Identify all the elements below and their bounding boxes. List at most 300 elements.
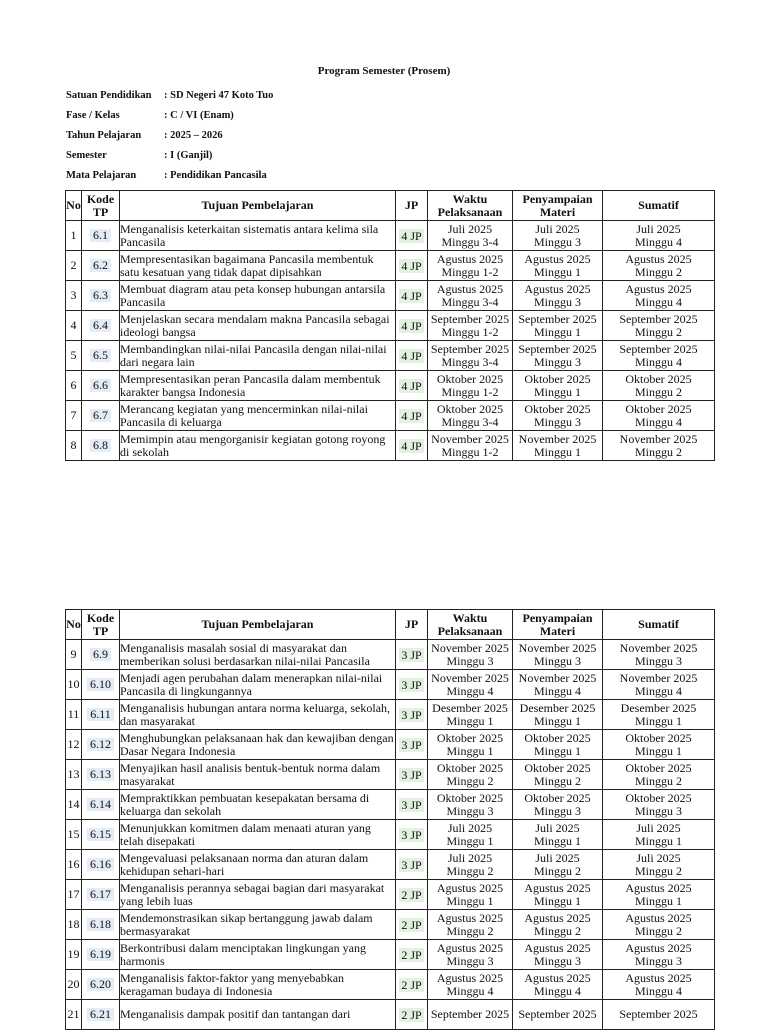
row-materi — [513, 640, 603, 670]
header-waktu-line2: Pelaksanaan — [437, 623, 503, 638]
row-no: 1 — [66, 221, 82, 251]
row-jp: 2 JP — [401, 887, 422, 902]
row-sumatif — [603, 281, 715, 311]
row-materi — [513, 281, 603, 311]
row-no: 11 — [66, 700, 82, 730]
table-row — [66, 401, 715, 431]
header-penyampaian-line1: Penyampaian — [522, 191, 593, 206]
row-waktu — [428, 790, 513, 820]
row-kode-cell — [82, 311, 120, 341]
row-sumatif-week: Minggu 1 — [634, 713, 682, 728]
row-waktu-week: Minggu 1 — [446, 743, 494, 758]
row-waktu — [428, 820, 513, 850]
row-jp-cell — [396, 341, 428, 371]
prosem-table-1 — [65, 190, 715, 461]
table-row — [66, 970, 715, 1000]
row-materi-week: Minggu 1 — [533, 833, 581, 848]
row-jp-cell — [396, 760, 428, 790]
row-sumatif-month: Agustus 2025 — [625, 880, 692, 895]
row-jp-cell — [396, 670, 428, 700]
row-materi-month: September 2025 — [518, 311, 597, 326]
row-materi-week: Minggu 1 — [533, 713, 581, 728]
row-materi — [513, 1000, 603, 1030]
row-materi — [513, 251, 603, 281]
row-materi — [513, 401, 603, 431]
row-jp-cell — [396, 371, 428, 401]
row-sumatif-week: Minggu 2 — [634, 324, 682, 339]
row-sumatif-month: Oktober 2025 — [625, 790, 692, 805]
row-waktu — [428, 640, 513, 670]
row-sumatif — [603, 251, 715, 281]
row-kode: 6.8 — [90, 439, 111, 452]
row-jp: 4 JP — [401, 228, 422, 243]
row-waktu-week: Minggu 3 — [446, 953, 494, 968]
header-no: No — [66, 191, 82, 221]
row-jp: 2 JP — [401, 977, 422, 992]
row-jp-cell — [396, 221, 428, 251]
row-materi — [513, 910, 603, 940]
row-kode-cell — [82, 1000, 120, 1030]
row-waktu-month: Agustus 2025 — [436, 940, 504, 955]
document-title: Program Semester (Prosem) — [317, 65, 451, 77]
row-kode: 6.18 — [87, 918, 114, 931]
row-sumatif-week: Minggu 1 — [634, 893, 682, 908]
row-waktu — [428, 221, 513, 251]
row-jp: 4 JP — [401, 318, 422, 333]
row-waktu-week: Minggu 2 — [446, 773, 494, 788]
row-sumatif — [603, 221, 715, 251]
table-row — [66, 730, 715, 760]
row-jp-cell — [396, 311, 428, 341]
row-sumatif-week: Minggu 4 — [634, 414, 682, 429]
row-materi-week: Minggu 2 — [533, 773, 581, 788]
meta-label: Fase / Kelas — [66, 110, 120, 121]
meta-label: Mata Pelajaran — [66, 170, 137, 181]
table-row — [66, 760, 715, 790]
row-sumatif — [603, 311, 715, 341]
row-sumatif-month: Desember 2025 — [620, 700, 697, 715]
row-jp: 3 JP — [401, 737, 422, 752]
row-waktu-month: September 2025 — [430, 311, 510, 326]
row-materi — [513, 880, 603, 910]
header-no: No — [66, 610, 82, 640]
row-waktu-week: Minggu 3-4 — [441, 414, 499, 429]
row-materi-month: November 2025 — [518, 431, 597, 446]
row-no: 5 — [66, 341, 82, 371]
row-sumatif-month: Agustus 2025 — [625, 910, 692, 925]
meta-value: : Pendidikan Pancasila — [164, 170, 267, 181]
row-sumatif-month: Oktober 2025 — [625, 401, 692, 416]
row-waktu-month: Agustus 2025 — [436, 910, 504, 925]
row-sumatif-month: Oktober 2025 — [625, 730, 692, 745]
row-materi-week: Minggu 1 — [533, 743, 581, 758]
header-waktu-line2: Pelaksanaan — [437, 204, 503, 219]
row-materi-month: Oktober 2025 — [524, 790, 591, 805]
row-waktu-month: Oktober 2025 — [436, 790, 504, 805]
row-sumatif — [603, 730, 715, 760]
row-kode: 6.17 — [87, 888, 114, 901]
row-waktu — [428, 281, 513, 311]
row-waktu-month: September 2025 — [430, 1007, 510, 1021]
row-sumatif-month: Juli 2025 — [636, 820, 681, 835]
row-sumatif-month: Agustus 2025 — [625, 940, 692, 955]
row-waktu-week: Minggu 1 — [446, 833, 494, 848]
row-kode-cell — [82, 940, 120, 970]
row-materi — [513, 970, 603, 1000]
row-kode-cell — [82, 730, 120, 760]
row-kode-cell — [82, 640, 120, 670]
table-row — [66, 880, 715, 910]
row-waktu-month: Juli 2025 — [447, 850, 493, 865]
row-sumatif-week: Minggu 4 — [634, 983, 682, 998]
row-jp-cell — [396, 820, 428, 850]
row-kode-cell — [82, 251, 120, 281]
row-waktu — [428, 431, 513, 461]
header-penyampaian-line1: Penyampaian — [522, 610, 593, 625]
row-materi-week: Minggu 1 — [533, 444, 581, 459]
row-kode: 6.12 — [87, 738, 114, 751]
row-waktu — [428, 760, 513, 790]
header-kode — [82, 191, 120, 221]
meta-row — [66, 128, 273, 148]
row-tujuan: Menganalisis keterkaitan sistematis antara kelima sila Pancasila — [120, 221, 396, 251]
row-waktu — [428, 940, 513, 970]
row-jp: 4 JP — [401, 288, 422, 303]
row-sumatif-week: Minggu 4 — [634, 683, 682, 698]
row-jp-cell — [396, 790, 428, 820]
row-sumatif-week: Minggu 3 — [634, 953, 682, 968]
row-no: 20 — [66, 970, 82, 1000]
row-waktu-month: Oktober 2025 — [436, 371, 504, 386]
row-materi-month: Oktober 2025 — [524, 760, 591, 775]
row-materi-month: Agustus 2025 — [524, 251, 591, 266]
row-waktu-month: November 2025 — [431, 670, 509, 685]
header-penyampaian — [513, 610, 603, 640]
row-jp: 3 JP — [401, 707, 422, 722]
row-materi-month: September 2025 — [518, 341, 597, 356]
row-waktu — [428, 341, 513, 371]
row-sumatif — [603, 401, 715, 431]
row-waktu-month: Oktober 2025 — [436, 760, 504, 775]
row-kode: 6.7 — [90, 409, 111, 422]
row-kode: 6.2 — [90, 259, 111, 272]
row-jp: 4 JP — [401, 348, 422, 363]
row-kode: 6.14 — [87, 798, 114, 811]
row-jp: 3 JP — [401, 677, 422, 692]
row-waktu-week: Minggu 1-2 — [441, 384, 499, 399]
row-kode: 6.9 — [90, 648, 111, 661]
row-kode: 6.1 — [90, 229, 111, 242]
row-materi-week: Minggu 3 — [533, 653, 581, 668]
row-tujuan: Menghubungkan pelaksanaan hak dan kewajiban dengan Dasar Negara Indonesia — [120, 730, 394, 758]
row-tujuan: Menunjukkan komitmen dalam menaati aturan yang telah disepakati — [120, 820, 396, 850]
row-jp-cell — [396, 1000, 428, 1030]
row-kode-cell — [82, 431, 120, 461]
row-waktu — [428, 401, 513, 431]
row-waktu — [428, 1000, 513, 1030]
row-materi — [513, 820, 603, 850]
row-tujuan: Mendemonstrasikan sikap bertanggung jawab dalam bermasyarakat — [120, 910, 396, 940]
row-materi-month: November 2025 — [518, 670, 597, 685]
row-sumatif-week: Minggu 3 — [634, 653, 682, 668]
table-row — [66, 940, 715, 970]
row-sumatif-month: Agustus 2025 — [625, 281, 692, 296]
row-waktu — [428, 970, 513, 1000]
row-materi — [513, 431, 603, 461]
row-kode: 6.4 — [90, 319, 111, 332]
row-no: 8 — [66, 431, 82, 461]
row-materi-month: Juli 2025 — [535, 221, 580, 236]
row-materi-week: Minggu 1 — [533, 264, 581, 279]
row-jp: 3 JP — [401, 857, 422, 872]
row-no: 21 — [66, 1000, 82, 1030]
row-kode: 6.19 — [87, 948, 114, 961]
row-kode-cell — [82, 970, 120, 1000]
table-row — [66, 640, 715, 670]
prosem-table-2 — [65, 609, 715, 1030]
row-materi — [513, 670, 603, 700]
row-waktu-week: Minggu 1-2 — [441, 444, 499, 459]
row-sumatif — [603, 880, 715, 910]
row-materi-week: Minggu 1 — [533, 893, 581, 908]
document-meta — [66, 88, 273, 188]
row-materi-month: Agustus 2025 — [524, 970, 591, 985]
meta-label: Semester — [66, 150, 107, 161]
row-waktu-month: September 2025 — [430, 341, 510, 356]
row-materi-month: November 2025 — [518, 640, 597, 655]
table-row — [66, 251, 715, 281]
row-materi-month: Desember 2025 — [519, 700, 596, 715]
row-no: 17 — [66, 880, 82, 910]
header-sumatif: Sumatif — [603, 610, 715, 640]
header-tujuan: Tujuan Pembelajaran — [120, 191, 396, 221]
row-waktu-month: Juli 2025 — [447, 221, 493, 236]
row-sumatif — [603, 820, 715, 850]
row-tujuan: Menganalisis faktor-faktor yang menyebabkan keragaman budaya di Indonesia — [120, 970, 396, 1000]
row-jp-cell — [396, 640, 428, 670]
row-waktu-week: Minggu 2 — [446, 863, 494, 878]
row-materi — [513, 341, 603, 371]
row-waktu-month: Agustus 2025 — [436, 880, 504, 895]
meta-value: : SD Negeri 47 Koto Tuo — [164, 90, 274, 101]
row-kode: 6.11 — [87, 708, 114, 721]
row-materi-week: Minggu 3 — [533, 953, 581, 968]
row-jp: 2 JP — [401, 947, 422, 962]
row-kode-cell — [82, 670, 120, 700]
row-kode-cell — [82, 850, 120, 880]
row-sumatif-month: Oktober 2025 — [625, 760, 692, 775]
row-tujuan: Menganalisis perannya sebagai bagian dari masyarakat yang lebih luas — [120, 880, 396, 910]
row-tujuan: Mempresentasikan bagaimana Pancasila membentuk satu kesatuan yang tidak dapat dipisahkan — [120, 251, 396, 281]
row-waktu — [428, 850, 513, 880]
row-sumatif-month: September 2025 — [619, 311, 698, 326]
row-jp: 4 JP — [401, 408, 422, 423]
row-materi-month: Agustus 2025 — [524, 910, 591, 925]
meta-row — [66, 88, 273, 108]
meta-row — [66, 148, 273, 168]
row-materi — [513, 790, 603, 820]
table-row — [66, 910, 715, 940]
header-waktu — [428, 610, 513, 640]
table-row — [66, 311, 715, 341]
row-jp-cell — [396, 880, 428, 910]
row-jp-cell — [396, 730, 428, 760]
row-waktu-week: Minggu 4 — [446, 683, 494, 698]
row-waktu-week: Minggu 3 — [446, 803, 494, 818]
table-row — [66, 341, 715, 371]
row-materi-week: Minggu 3 — [533, 354, 581, 369]
row-waktu-week: Minggu 1-2 — [441, 264, 499, 279]
row-tujuan: Menganalisis masalah sosial di masyarakat dan memberikan solusi berdasarkan nilai-nilai Pancasila — [120, 640, 396, 670]
row-tujuan: Menganalisis hubungan antara norma keluarga, sekolah, dan masyarakat — [120, 700, 396, 730]
row-materi-week: Minggu 2 — [533, 923, 581, 938]
row-sumatif — [603, 910, 715, 940]
table-row — [66, 790, 715, 820]
row-kode: 6.10 — [87, 678, 114, 691]
row-materi — [513, 760, 603, 790]
row-sumatif-week: Minggu 3 — [634, 803, 682, 818]
row-materi-week: Minggu 4 — [533, 683, 581, 698]
row-tujuan: Berkontribusi dalam menciptakan lingkungan yang harmonis — [120, 940, 396, 970]
row-jp-cell — [396, 940, 428, 970]
row-waktu — [428, 730, 513, 760]
row-jp: 4 JP — [401, 378, 422, 393]
row-waktu-month: Oktober 2025 — [436, 401, 504, 416]
row-sumatif-month: Oktober 2025 — [625, 371, 692, 386]
row-tujuan: Menyajikan hasil analisis bentuk-bentuk norma dalam masyarakat — [120, 760, 396, 790]
row-tujuan: Mengevaluasi pelaksanaan norma dan aturan dalam kehidupan sehari-hari — [120, 850, 396, 880]
row-kode-cell — [82, 790, 120, 820]
row-sumatif-month: September 2025 — [619, 341, 698, 356]
row-kode: 6.20 — [87, 978, 114, 991]
row-waktu — [428, 670, 513, 700]
header-kode-line1: Kode — [86, 191, 115, 206]
row-sumatif-week: Minggu 2 — [634, 264, 682, 279]
row-sumatif — [603, 940, 715, 970]
row-jp-cell — [396, 700, 428, 730]
row-waktu-week: Minggu 1 — [446, 713, 494, 728]
row-materi — [513, 850, 603, 880]
row-sumatif — [603, 431, 715, 461]
row-no: 18 — [66, 910, 82, 940]
row-materi-month: Juli 2025 — [535, 850, 580, 865]
row-jp-cell — [396, 251, 428, 281]
row-materi-month: Oktober 2025 — [524, 730, 591, 745]
row-jp-cell — [396, 970, 428, 1000]
row-sumatif-month: Juli 2025 — [636, 850, 681, 865]
row-waktu — [428, 700, 513, 730]
row-jp: 4 JP — [401, 258, 422, 273]
row-sumatif-week: Minggu 1 — [634, 743, 682, 758]
header-kode-line2: TP — [92, 204, 109, 219]
row-sumatif-week: Minggu 2 — [634, 384, 682, 399]
row-materi-week: Minggu 3 — [533, 234, 581, 249]
row-no: 13 — [66, 760, 82, 790]
row-materi — [513, 311, 603, 341]
row-materi-week: Minggu 3 — [533, 294, 581, 309]
header-kode-line2: TP — [92, 623, 109, 638]
row-waktu-month: Oktober 2025 — [436, 730, 504, 745]
table-row — [66, 1000, 715, 1030]
row-materi-week: Minggu 3 — [533, 803, 581, 818]
row-jp-cell — [396, 431, 428, 461]
row-no: 4 — [66, 311, 82, 341]
row-sumatif-week: Minggu 2 — [634, 444, 682, 459]
row-tujuan: Merancang kegiatan yang mencerminkan nilai-nilai Pancasila di keluarga — [120, 401, 396, 431]
row-no: 10 — [66, 670, 82, 700]
row-tujuan: Membuat diagram atau peta konsep hubungan antarsila Pancasila — [120, 281, 396, 311]
table-row — [66, 820, 715, 850]
meta-value: : C / VI (Enam) — [164, 110, 234, 121]
row-sumatif-month: November 2025 — [619, 431, 698, 446]
row-materi-month: September 2025 — [518, 1007, 597, 1021]
row-waktu — [428, 910, 513, 940]
row-sumatif — [603, 640, 715, 670]
row-tujuan: Membandingkan nilai-nilai Pancasila dengan nilai-nilai dari negara lain — [120, 341, 396, 371]
header-penyampaian — [513, 191, 603, 221]
row-materi — [513, 221, 603, 251]
row-sumatif-month: Agustus 2025 — [625, 251, 692, 266]
row-waktu-week: Minggu 3-4 — [441, 294, 499, 309]
row-materi-month: Agustus 2025 — [524, 880, 591, 895]
row-sumatif-month: Juli 2025 — [636, 221, 681, 236]
header-sumatif: Sumatif — [603, 191, 715, 221]
row-materi-month: Oktober 2025 — [524, 371, 591, 386]
row-materi-month: Agustus 2025 — [524, 940, 591, 955]
row-waktu-month: Desember 2025 — [432, 700, 508, 715]
header-penyampaian-line2: Materi — [539, 204, 576, 219]
row-no: 3 — [66, 281, 82, 311]
row-sumatif-month: Agustus 2025 — [625, 970, 692, 985]
row-waktu-month: Agustus 2025 — [436, 281, 504, 296]
row-materi-month: Agustus 2025 — [524, 281, 591, 296]
header-row — [66, 610, 715, 640]
row-sumatif — [603, 850, 715, 880]
row-waktu-month: Agustus 2025 — [436, 970, 504, 985]
row-jp: 3 JP — [401, 767, 422, 782]
row-materi — [513, 371, 603, 401]
row-no: 14 — [66, 790, 82, 820]
row-waktu-week: Minggu 3 — [446, 653, 494, 668]
row-sumatif — [603, 970, 715, 1000]
row-materi-week: Minggu 3 — [533, 414, 581, 429]
row-sumatif — [603, 341, 715, 371]
row-waktu-week: Minggu 4 — [446, 983, 494, 998]
row-waktu-month: Agustus 2025 — [436, 251, 504, 266]
row-no: 19 — [66, 940, 82, 970]
row-jp-cell — [396, 281, 428, 311]
row-no: 15 — [66, 820, 82, 850]
row-tujuan: Mempresentasikan peran Pancasila dalam membentuk karakter bangsa Indonesia — [120, 371, 396, 401]
row-waktu-week: Minggu 1 — [446, 893, 494, 908]
header-waktu-line1: Waktu — [452, 191, 488, 206]
row-sumatif — [603, 700, 715, 730]
row-tujuan: Menjadi agen perubahan dalam menerapkan nilai-nilai Pancasila di lingkungannya — [120, 670, 396, 700]
meta-label: Satuan Pendidikan — [66, 90, 152, 101]
row-no: 9 — [66, 640, 82, 670]
row-materi-month: Juli 2025 — [535, 820, 580, 835]
table-row — [66, 431, 715, 461]
row-kode-cell — [82, 760, 120, 790]
row-sumatif — [603, 371, 715, 401]
row-kode: 6.5 — [90, 349, 111, 362]
row-no: 12 — [66, 730, 82, 760]
meta-value: : I (Ganjil) — [164, 150, 213, 161]
row-kode: 6.21 — [87, 1008, 114, 1021]
row-no: 16 — [66, 850, 82, 880]
row-kode: 6.6 — [90, 379, 111, 392]
row-waktu — [428, 371, 513, 401]
